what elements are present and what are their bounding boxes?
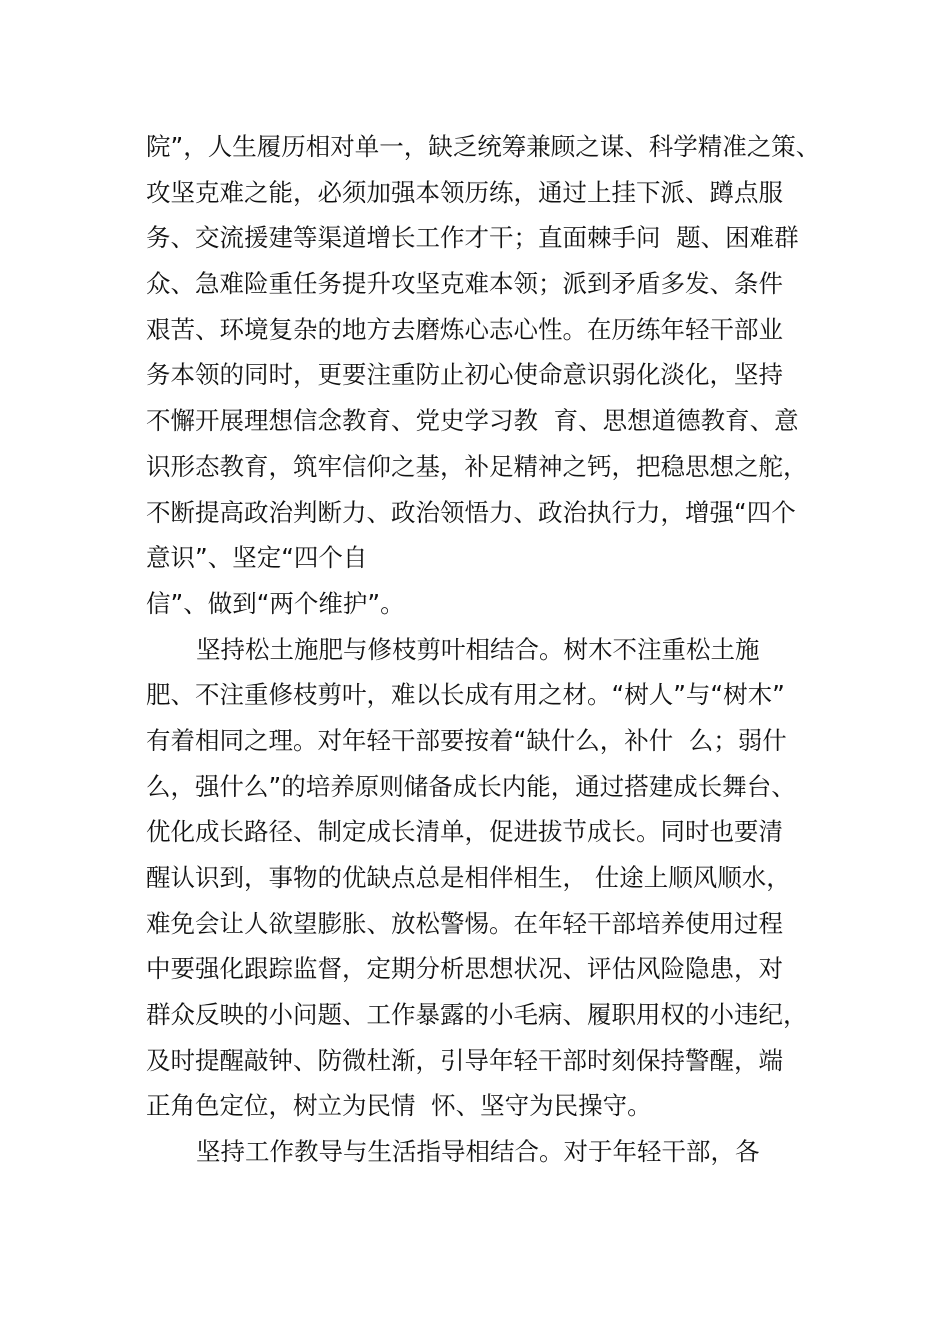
text-line: 务、交流援建等渠道增长工作才干；直面棘手问 题、困难群 [146, 223, 799, 253]
paragraph-start-line: 坚持松土施肥与修枝剪叶相结合。树木不注重松土施 [196, 634, 760, 664]
text-line: 难免会让人欲望膨胀、放松警惕。在年轻干部培养使用过程 [146, 908, 783, 938]
text-line: 院”，人生履历相对单一，缺乏统筹兼顾之谋、科学精准之策、 [146, 132, 821, 161]
paragraph-start-line: 坚持工作教导与生活指导相结合。对于年轻干部，各 [196, 1137, 760, 1167]
text-line: 识形态教育，筑牢信仰之基，补足精神之钙，把稳思想之舵， [146, 451, 808, 481]
text-line: 意识”、坚定“四个自 [146, 543, 368, 573]
text-line: 攻坚克难之能，必须加强本领历练，通过上挂下派、蹲点服 [146, 177, 783, 207]
text-line: 信”、做到“两个维护”。 [146, 588, 405, 618]
text-line: 及时提醒敲钟、防微杜渐，引导年轻干部时刻保持警醒，端 [146, 1045, 783, 1075]
text-line: 么，强什么”的培养原则储备成长内能，通过搭建成长舞台、 [146, 771, 796, 801]
text-line: 醒认识到，事物的优缺点总是相伴相生， 仕途上顺风顺水， [146, 863, 791, 892]
text-line: 务本领的同时，更要注重防止初心使命意识弱化淡化，坚持 [146, 360, 783, 390]
text-line: 群众反映的小问题、工作暴露的小毛病、履职用权的小违纪， [146, 1000, 808, 1030]
text-line: 艰苦、环境复杂的地方去磨炼心志心性。在历练年轻干部业 [146, 314, 783, 344]
text-line: 肥、不注重修枝剪叶，难以长成有用之材。“树人”与“树木” [146, 680, 785, 710]
text-line: 不懈开展理想信念教育、党史学习教 育、思想道德教育、意 [146, 406, 799, 436]
text-line: 中要强化跟踪监督，定期分析思想状况、评估风险隐患，对 [146, 954, 783, 984]
text-line: 有着相同之理。对年轻干部要按着“缺什么，补什 么；弱什 [146, 725, 787, 755]
text-line: 优化成长路径、制定成长清单，促进拔节成长。同时也要清 [146, 817, 783, 847]
body-text [146, 124, 826, 1175]
text-line: 正角色定位，树立为民情 怀、坚守为民操守。 [146, 1091, 652, 1121]
text-line: 众、急难险重任务提升攻坚克难本领；派到矛盾多发、条件 [146, 269, 783, 299]
text-line: 不断提高政治判断力、政治领悟力、政治执行力，增强“四个 [146, 497, 796, 527]
